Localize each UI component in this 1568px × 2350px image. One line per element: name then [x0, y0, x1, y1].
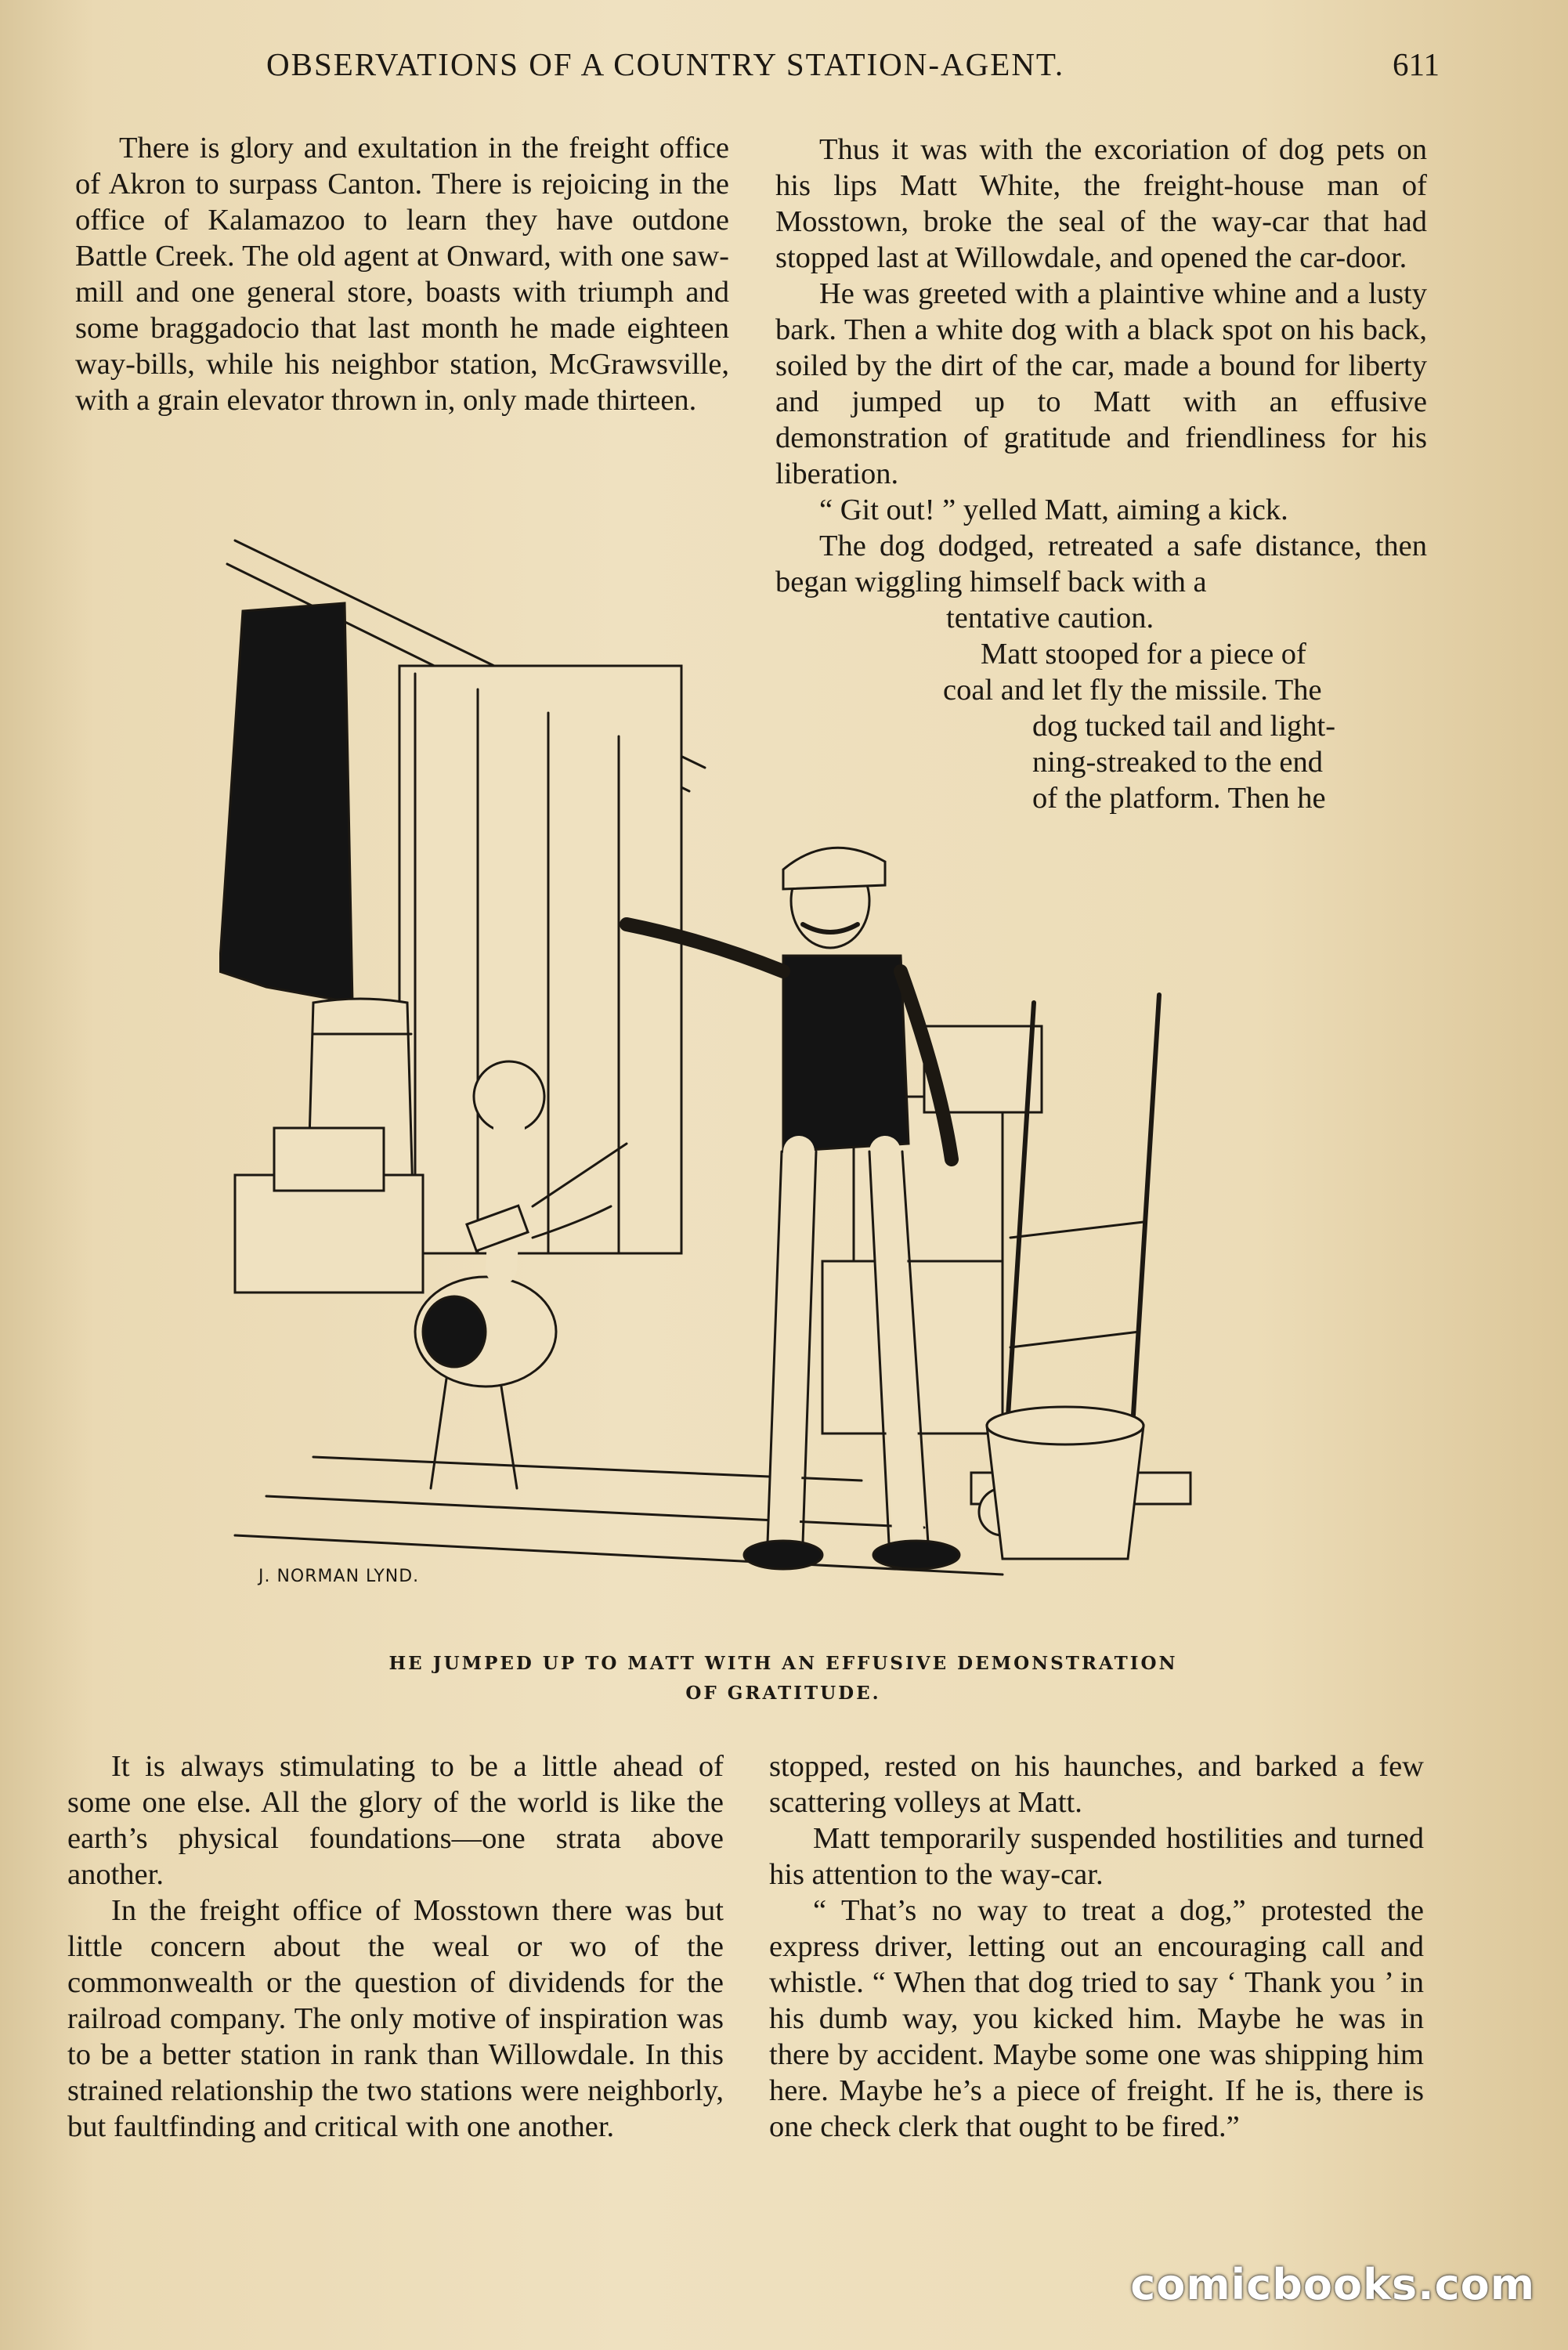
- caption-line: HE JUMPED UP TO MATT WITH AN EFFUSIVE DEMONSTRATION: [388, 1653, 1178, 1674]
- illustrator-signature: J. NORMAN LYND.: [258, 1567, 420, 1586]
- caption-line: OF GRATITUDE.: [685, 1683, 881, 1704]
- running-title: OBSERVATIONS OF A COUNTRY STATION-AGENT.: [266, 46, 1065, 82]
- paragraph: Thus it was with the excoriation of dog pets on his lips Matt White, the freight-house man of Mosstown, broke the seal of the way-car that had stopped last at Willowdale, and opened the car-door.: [775, 133, 1427, 274]
- text-line: of the platform. Then he: [1032, 782, 1326, 815]
- page-header: [70, 45, 1498, 92]
- paragraph: It is always stimulating to be a little ahead of some one else. All the glory of the world is like the earth’s physical foundations—one strata above another.: [67, 1750, 724, 1891]
- paragraph: In the freight office of Mosstown there was but little concern about the weal or wo of the commonwealth or the question of dividends for the railroad company. The only motive of inspiration was to be a better station in rank than Willowdale. In this strained relationship the two stations were neighborly, but faultfinding and critical with one another.: [67, 1894, 724, 2143]
- paragraph: He was greeted with a plaintive whine and a lusty bark. Then a white dog with a black spot on his back, soiled by the dirt of the car, made a bound for liberty and jumped up to Matt with an effusive demonstration of gratitude and friendliness for his liberation.: [775, 277, 1427, 490]
- paragraph: Matt temporarily suspended hostilities and turned his attention to the way-car.: [769, 1822, 1424, 1891]
- paragraph: “ Git out! ” yelled Matt, aiming a kick.: [819, 494, 1288, 526]
- watermark: comicbooks.com: [1130, 2260, 1535, 2309]
- text-line: ning-streaked to the end: [1032, 746, 1323, 779]
- paragraph: “ That’s no way to treat a dog,” protested the express driver, letting out an encouraging call and whistle. “ When that dog tried to say ‘ Thank you ’ in his dumb way, you kicked him. Maybe he was in there by accident. Maybe some one was shipping him here. Maybe he’s a piece of freight. If he is, there is one check clerk that ought to be fired.”: [769, 1894, 1424, 2143]
- text-line: coal and let fly the missile. The: [943, 674, 1322, 707]
- illustration: [219, 533, 1214, 1637]
- paragraph: The dog dodged, retreated a safe distance, then began wiggling himself back with a: [775, 530, 1427, 598]
- text-line: tentative caution.: [946, 602, 1154, 634]
- column-left-top: [75, 130, 729, 418]
- page-number: 611: [1393, 46, 1440, 82]
- paragraph: stopped, rested on his haunches, and barked a few scattering volleys at Matt.: [769, 1750, 1424, 1819]
- column-right-bottom: [769, 1748, 1424, 2145]
- illustration-caption: [235, 1649, 1331, 1708]
- text-line: Matt stooped for a piece of: [981, 638, 1306, 671]
- paragraph: There is glory and exultation in the freight office of Akron to surpass Canton. There is rejoicing in the office of Kalamazoo to learn they have outdone Battle Creek. The old agent at Onward, with one saw-mill and one general store, boasts with triumph and some braggadocio that last month he made eighteen way-bills, while his neighbor station, McGrawsville, with a grain elevator thrown in, only made thirteen.: [75, 132, 729, 417]
- column-left-bottom: [67, 1748, 724, 2145]
- text-line: dog tucked tail and light-: [1032, 710, 1336, 743]
